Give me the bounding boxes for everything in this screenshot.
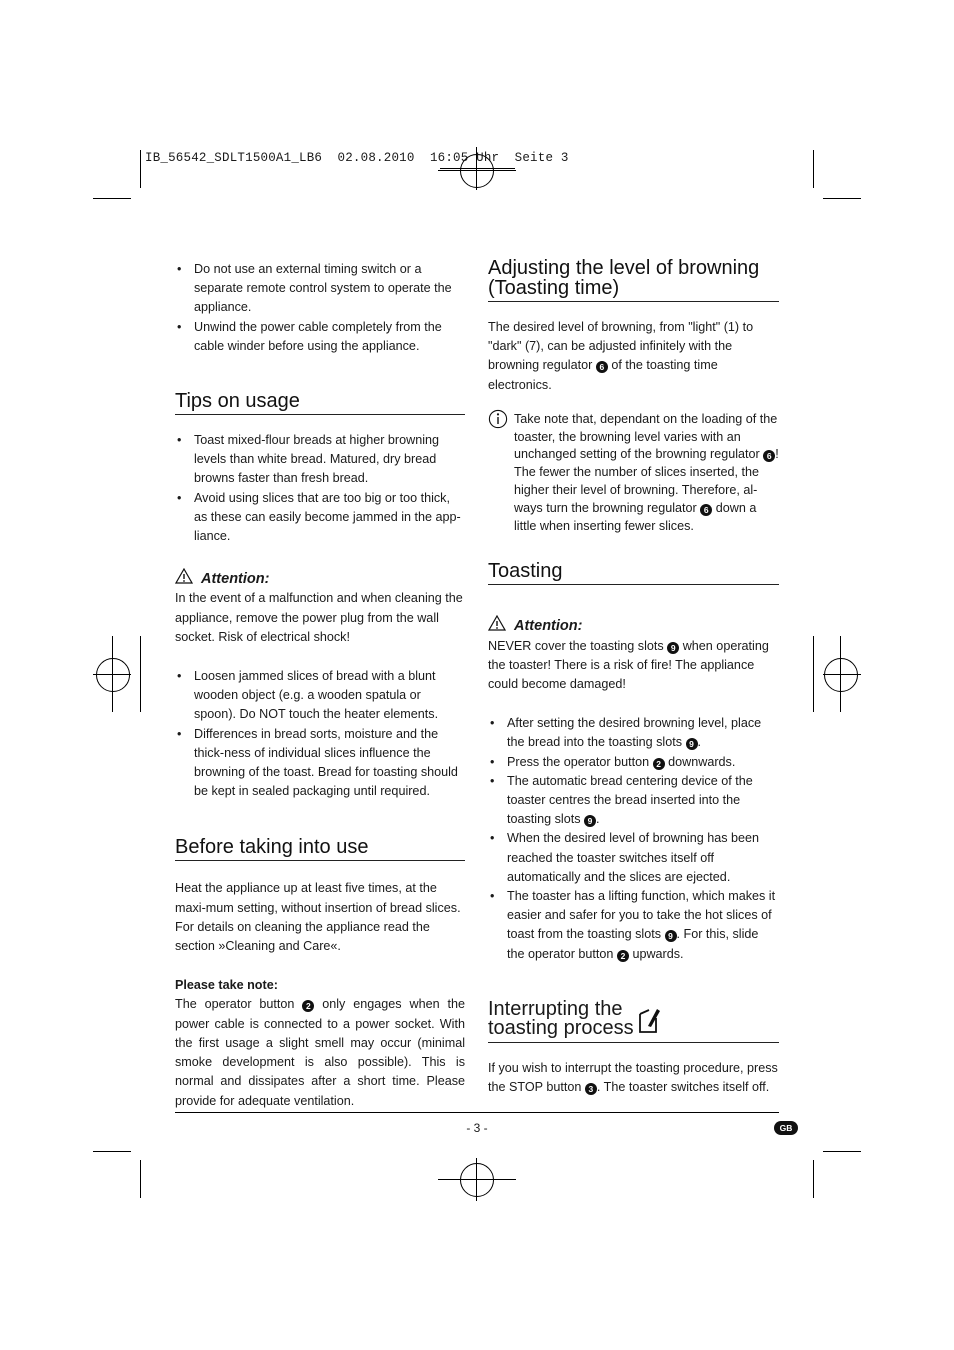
list-text-part: Press the operator button [507, 754, 650, 769]
crop-mark [140, 636, 141, 712]
left-column [175, 260, 465, 1111]
before-text: Heat the appliance up at least five times, at the maxi-mum setting, without insertion of bread slices. For details on cleaning the appliance read the section »Cleaning and Care«. [175, 881, 461, 954]
interrupt-heading-line: Interrupting the [488, 997, 623, 1020]
attention-text [488, 637, 779, 695]
language-badge: GB [774, 1121, 798, 1135]
adjust-text-part: of the toasting time electronics. [488, 358, 718, 392]
number-badge: 9 [665, 930, 677, 942]
interrupt-heading-line: toasting process [488, 1017, 634, 1040]
crop-mark [823, 198, 861, 199]
list-text-part: The toaster has a lifting function, which makes it easier and safer for you to take the hot slices of toast from the toasting slots [507, 889, 776, 942]
registration-mark [96, 658, 130, 692]
list-text-part: . [697, 735, 702, 750]
toasting-heading: Toasting [488, 561, 779, 585]
list-text-part: . [596, 812, 600, 827]
list-text-part: upwards. [632, 946, 684, 961]
registration-line [438, 170, 516, 171]
footer-rule [175, 1112, 779, 1113]
registration-line [823, 674, 861, 675]
number-badge: 6 [763, 450, 775, 462]
crop-mark [813, 1160, 814, 1198]
number-badge: 2 [653, 758, 665, 770]
intro-bullet-list [175, 260, 465, 356]
toasting-bullet-list [488, 714, 779, 964]
info-text-part: ! The fewer the number of slices inserted, the higher their level of browning. Therefore, al-ways turn the browning regulator [514, 447, 779, 515]
number-badge: 3 [585, 1083, 597, 1095]
number-badge: 2 [302, 1000, 314, 1012]
attention-label: Attention: [201, 571, 270, 588]
note-text-part: only engages when the power cable is connected to a power socket. With the first usage a slight smell may occur (minimal smoke development is also possible). This is normal and dissipates after a short time. Please provide for adequate ventilation. [175, 997, 465, 1108]
list-text-part: The automatic bread centering device of the toaster centres the bread inserted into the toasting slots [507, 773, 753, 827]
tips-heading: Tips on usage [175, 391, 465, 415]
info-note [488, 411, 779, 536]
list-item: • Differences in bread sorts, moisture and the thick-ness of individual slices influence the browning of the toast. Bread for toasting should be kept in sealed packaging until required. [175, 725, 465, 802]
list-text-part: After setting the desired browning level, place the bread into the toasting slots [507, 716, 762, 750]
crop-mark [140, 1160, 141, 1198]
list-item [488, 772, 779, 830]
list-item: • Loosen jammed slices of bread with a blunt wooden object (e.g. a wooden spatula or spoon). Do NOT touch the heater elements. [175, 667, 465, 725]
print-slug: IB_56542_SDLT1500A1_LB6 02.08.2010 16:05 Uhr Seite 3 [145, 151, 569, 165]
interrupt-text-part: . The toaster switches itself off. [596, 1080, 770, 1095]
right-column [488, 258, 779, 1097]
interrupt-text [488, 1059, 779, 1097]
attention-block [488, 615, 779, 636]
note-text-part: The operator button [175, 997, 295, 1012]
info-icon [488, 409, 508, 429]
toaster-tip-icon [636, 1006, 662, 1034]
tips-bullet-list [175, 431, 465, 546]
adjust-heading: Adjusting the level of browning (Toasting time) [488, 258, 779, 302]
number-badge: 9 [667, 642, 679, 654]
registration-mark [460, 1163, 494, 1197]
registration-line [476, 1158, 477, 1201]
number-badge: 9 [584, 815, 596, 827]
interrupt-heading [488, 997, 779, 1043]
attention-block [175, 568, 465, 589]
registration-mark [824, 658, 858, 692]
number-badge: 6 [700, 504, 712, 516]
more-bullet-list [175, 667, 465, 801]
list-item [488, 887, 779, 964]
list-item: • When the desired level of browning has been reached the toaster switches itself off automatically and the slices are ejected. [488, 829, 779, 887]
number-badge: 9 [686, 738, 698, 750]
attention-text-part: NEVER cover the toasting slots [488, 638, 664, 653]
list-text-part: downwards. [668, 754, 736, 769]
list-item [488, 714, 779, 752]
registration-line [112, 636, 113, 712]
crop-mark [823, 1151, 861, 1152]
crop-mark [140, 150, 141, 188]
note-heading: Please take note: [175, 978, 278, 993]
info-text-part: down a little when inserting fewer slices. [514, 500, 757, 533]
note-text [175, 995, 465, 1110]
crop-mark [93, 198, 131, 199]
crop-mark [813, 636, 814, 712]
registration-line [438, 1179, 516, 1180]
crop-mark [93, 1151, 131, 1152]
attention-label: Attention: [514, 618, 583, 635]
list-item: • Toast mixed-flour breads at higher browning levels than white bread. Matured, dry bread browns faster than fresh bread. [175, 431, 465, 489]
number-badge: 2 [617, 950, 629, 962]
list-item: • Unwind the power cable completely from the cable winder before using the appliance. [175, 318, 465, 356]
before-heading: Before taking into use [175, 837, 465, 861]
adjust-text-part: The desired level of browning, from "light" (1) to "dark" (7), can be adjusted infinitely with the browning regulator [488, 320, 754, 373]
adjust-text [488, 318, 779, 395]
warning-icon [488, 615, 506, 631]
registration-line [840, 636, 841, 712]
list-text-part: . For this, slide the operator button [507, 927, 759, 961]
list-item: • Do not use an external timing switch or a separate remote control system to operate the appliance. [175, 260, 465, 318]
number-badge: 6 [596, 361, 608, 373]
page-number: - 3 - [466, 1121, 488, 1135]
info-text-part: Take note that, dependant on the loading of the toaster, the browning level varies with an unchanged setting of the browning regulator [514, 411, 778, 462]
interrupt-text-part: If you wish to interrupt the toasting procedure, press the STOP button [488, 1060, 778, 1095]
crop-mark [813, 150, 814, 188]
attention-text-part: when operating the toaster! There is a risk of fire! The appliance could become damaged! [488, 638, 769, 691]
list-item [488, 753, 779, 772]
warning-icon [175, 568, 193, 584]
list-item: • Avoid using slices that are too big or too thick, as these can easily become jammed in the app-liance. [175, 489, 465, 547]
slug-underline [440, 168, 515, 169]
attention-text: In the event of a malfunction and when cleaning the appliance, remove the power plug from the wall socket. Risk of electrical shock! [175, 591, 463, 644]
